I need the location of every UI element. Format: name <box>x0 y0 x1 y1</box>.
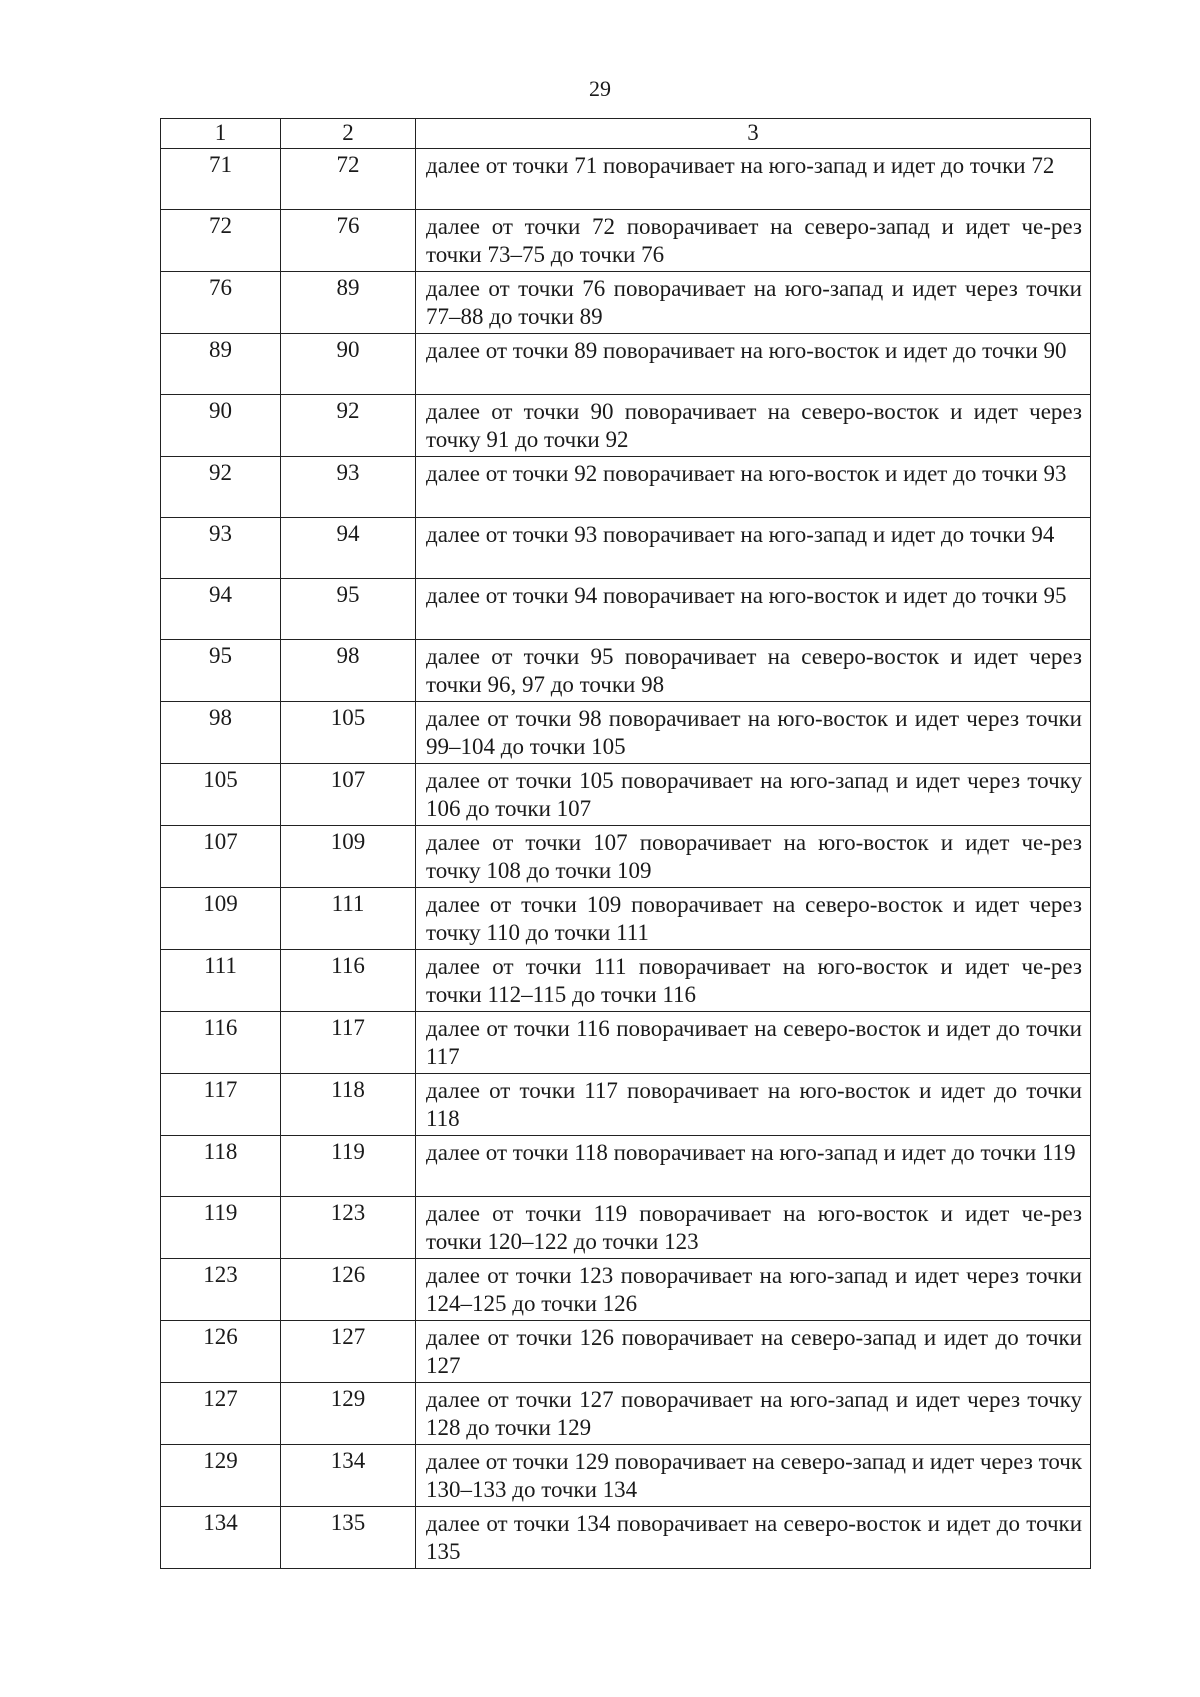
point-from-cell: 72 <box>161 210 281 272</box>
description-cell: далее от точки 89 поворачивает на юго-восток и идет до точки 90 <box>416 334 1091 395</box>
description-cell: далее от точки 107 поворачивает на юго-восток и идет че-рез точку 108 до точки 109 <box>416 826 1091 888</box>
point-to-cell: 129 <box>281 1383 416 1445</box>
description-cell: далее от точки 76 поворачивает на юго-запад и идет через точки 77–88 до точки 89 <box>416 272 1091 334</box>
point-from-cell: 89 <box>161 334 281 395</box>
point-to-cell: 109 <box>281 826 416 888</box>
table-row <box>161 1197 1091 1259</box>
table-row <box>161 272 1091 334</box>
point-from-cell: 111 <box>161 950 281 1012</box>
description-cell: далее от точки 92 поворачивает на юго-восток и идет до точки 93 <box>416 457 1091 518</box>
table-row <box>161 1445 1091 1507</box>
point-to-cell: 123 <box>281 1197 416 1259</box>
point-from-cell: 93 <box>161 518 281 579</box>
column-header-3: 3 <box>416 119 1091 149</box>
description-cell: далее от точки 126 поворачивает на северо-запад и идет до точки 127 <box>416 1321 1091 1383</box>
point-to-cell: 118 <box>281 1074 416 1136</box>
table-row <box>161 395 1091 457</box>
table-row <box>161 1321 1091 1383</box>
table-row <box>161 1383 1091 1445</box>
point-to-cell: 107 <box>281 764 416 826</box>
table-row <box>161 149 1091 210</box>
point-from-cell: 76 <box>161 272 281 334</box>
table-row <box>161 1507 1091 1569</box>
point-to-cell: 93 <box>281 457 416 518</box>
table-row <box>161 1136 1091 1197</box>
point-from-cell: 123 <box>161 1259 281 1321</box>
route-table <box>160 118 1091 1569</box>
description-cell: далее от точки 123 поворачивает на юго-запад и идет через точки 124–125 до точки 126 <box>416 1259 1091 1321</box>
description-cell: далее от точки 134 поворачивает на северо-восток и идет до точки 135 <box>416 1507 1091 1569</box>
point-to-cell: 72 <box>281 149 416 210</box>
table-row <box>161 210 1091 272</box>
table-body <box>161 149 1091 1569</box>
point-from-cell: 116 <box>161 1012 281 1074</box>
point-from-cell: 107 <box>161 826 281 888</box>
point-from-cell: 94 <box>161 579 281 640</box>
page-number: 29 <box>589 76 611 101</box>
point-to-cell: 119 <box>281 1136 416 1197</box>
point-from-cell: 105 <box>161 764 281 826</box>
point-from-cell: 98 <box>161 702 281 764</box>
point-from-cell: 92 <box>161 457 281 518</box>
point-from-cell: 109 <box>161 888 281 950</box>
table-row <box>161 640 1091 702</box>
point-to-cell: 116 <box>281 950 416 1012</box>
table-row <box>161 702 1091 764</box>
description-cell: далее от точки 111 поворачивает на юго-восток и идет че-рез точки 112–115 до точки 116 <box>416 950 1091 1012</box>
point-from-cell: 134 <box>161 1507 281 1569</box>
header-row <box>161 119 1091 149</box>
table-row <box>161 888 1091 950</box>
point-from-cell: 71 <box>161 149 281 210</box>
point-to-cell: 98 <box>281 640 416 702</box>
table-row <box>161 1012 1091 1074</box>
description-cell: далее от точки 71 поворачивает на юго-запад и идет до точки 72 <box>416 149 1091 210</box>
point-to-cell: 127 <box>281 1321 416 1383</box>
point-from-cell: 126 <box>161 1321 281 1383</box>
point-from-cell: 127 <box>161 1383 281 1445</box>
table-row <box>161 334 1091 395</box>
point-to-cell: 135 <box>281 1507 416 1569</box>
point-from-cell: 119 <box>161 1197 281 1259</box>
table-row <box>161 1074 1091 1136</box>
description-cell: далее от точки 127 поворачивает на юго-запад и идет через точку 128 до точки 129 <box>416 1383 1091 1445</box>
point-from-cell: 118 <box>161 1136 281 1197</box>
column-header-2: 2 <box>281 119 416 149</box>
description-cell: далее от точки 118 поворачивает на юго-запад и идет до точки 119 <box>416 1136 1091 1197</box>
description-cell: далее от точки 98 поворачивает на юго-восток и идет через точки 99–104 до точки 105 <box>416 702 1091 764</box>
table-row <box>161 579 1091 640</box>
point-to-cell: 111 <box>281 888 416 950</box>
point-to-cell: 105 <box>281 702 416 764</box>
point-from-cell: 95 <box>161 640 281 702</box>
description-cell: далее от точки 119 поворачивает на юго-восток и идет че-рез точки 120–122 до точки 123 <box>416 1197 1091 1259</box>
description-cell: далее от точки 105 поворачивает на юго-запад и идет через точку 106 до точки 107 <box>416 764 1091 826</box>
description-cell: далее от точки 129 поворачивает на северо-запад и идет через точк 130–133 до точки 134 <box>416 1445 1091 1507</box>
description-cell: далее от точки 95 поворачивает на северо-восток и идет через точки 96, 97 до точки 98 <box>416 640 1091 702</box>
description-cell: далее от точки 72 поворачивает на северо-запад и идет че-рез точки 73–75 до точки 76 <box>416 210 1091 272</box>
table-row <box>161 950 1091 1012</box>
point-to-cell: 90 <box>281 334 416 395</box>
point-from-cell: 117 <box>161 1074 281 1136</box>
table-row <box>161 1259 1091 1321</box>
description-cell: далее от точки 117 поворачивает на юго-восток и идет до точки 118 <box>416 1074 1091 1136</box>
table-header <box>161 119 1091 149</box>
description-cell: далее от точки 116 поворачивает на северо-восток и идет до точки 117 <box>416 1012 1091 1074</box>
point-to-cell: 126 <box>281 1259 416 1321</box>
table-row <box>161 457 1091 518</box>
table-row <box>161 826 1091 888</box>
point-from-cell: 129 <box>161 1445 281 1507</box>
table-row <box>161 518 1091 579</box>
point-to-cell: 92 <box>281 395 416 457</box>
table-row <box>161 764 1091 826</box>
description-cell: далее от точки 94 поворачивает на юго-восток и идет до точки 95 <box>416 579 1091 640</box>
description-cell: далее от точки 90 поворачивает на северо-восток и идет через точку 91 до точки 92 <box>416 395 1091 457</box>
point-from-cell: 90 <box>161 395 281 457</box>
point-to-cell: 117 <box>281 1012 416 1074</box>
description-cell: далее от точки 93 поворачивает на юго-запад и идет до точки 94 <box>416 518 1091 579</box>
column-header-1: 1 <box>161 119 281 149</box>
point-to-cell: 94 <box>281 518 416 579</box>
point-to-cell: 95 <box>281 579 416 640</box>
point-to-cell: 76 <box>281 210 416 272</box>
point-to-cell: 134 <box>281 1445 416 1507</box>
description-cell: далее от точки 109 поворачивает на северо-восток и идет через точку 110 до точки 111 <box>416 888 1091 950</box>
point-to-cell: 89 <box>281 272 416 334</box>
